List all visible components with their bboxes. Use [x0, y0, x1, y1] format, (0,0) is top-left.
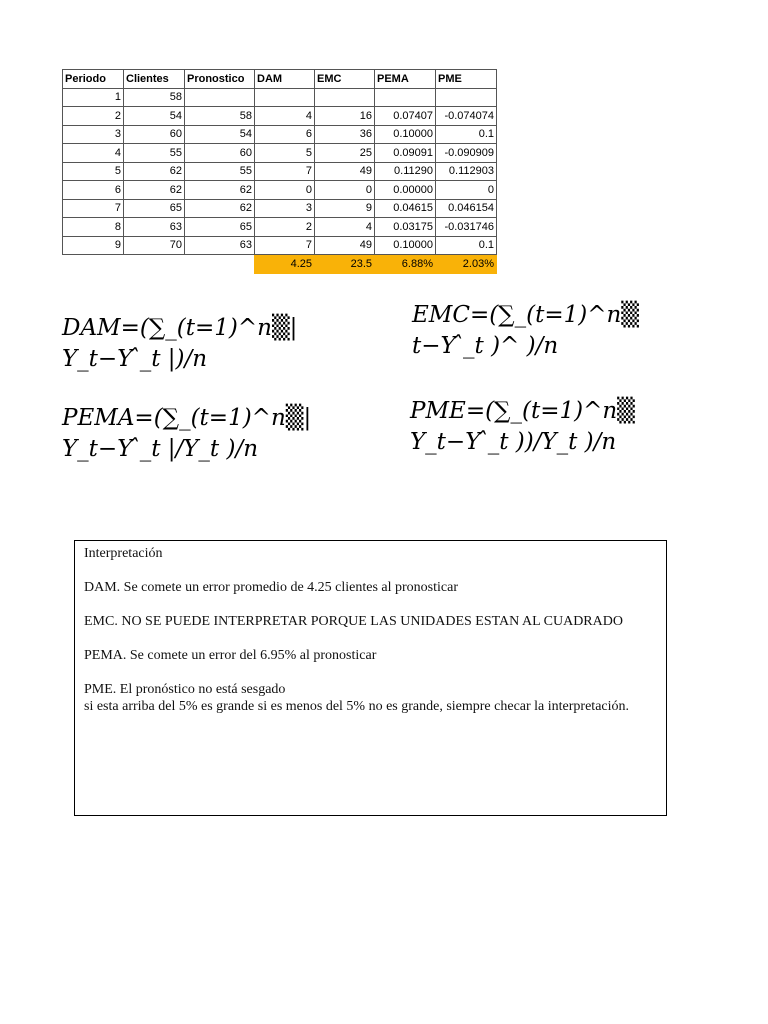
cell-pronostico[interactable]: 60	[185, 144, 255, 163]
cell-dam[interactable]: 6	[255, 125, 315, 144]
column-header-dam[interactable]: DAM	[255, 70, 315, 89]
cell-periodo[interactable]: 9	[63, 236, 124, 255]
table-row	[63, 88, 497, 107]
dam-formula-line-1: DAM=(∑_(t=1)^n▒|	[62, 315, 298, 341]
cell-dam[interactable]: 3	[255, 199, 315, 218]
cell-clientes[interactable]: 55	[124, 144, 185, 163]
cell-pema[interactable]: 0.04615	[375, 199, 436, 218]
cell-pronostico[interactable]: 58	[185, 107, 255, 126]
cell-clientes[interactable]: 70	[124, 236, 185, 255]
interpretation-pema: PEMA. Se comete un error del 6.95% al pronosticar	[84, 648, 377, 663]
cell-emc[interactable]: 16	[315, 107, 375, 126]
table-row	[63, 236, 497, 255]
column-header-emc[interactable]: EMC	[315, 70, 375, 89]
summary-empty-cell[interactable]	[63, 255, 124, 274]
interpretation-title: Interpretación	[84, 546, 163, 561]
table-row	[63, 125, 497, 144]
cell-clientes[interactable]: 62	[124, 162, 185, 181]
cell-pme[interactable]: 0.046154	[436, 199, 497, 218]
column-header-pme[interactable]: PME	[436, 70, 497, 89]
cell-pme[interactable]: -0.031746	[436, 218, 497, 237]
cell-pme[interactable]: 0.1	[436, 236, 497, 255]
cell-emc[interactable]: 9	[315, 199, 375, 218]
cell-pronostico[interactable]: 62	[185, 199, 255, 218]
cell-clientes[interactable]: 65	[124, 199, 185, 218]
cell-pronostico[interactable]: 62	[185, 181, 255, 200]
cell-pme[interactable]: 0.1	[436, 125, 497, 144]
cell-pema[interactable]: 0.10000	[375, 125, 436, 144]
cell-clientes[interactable]: 54	[124, 107, 185, 126]
dam-formula	[62, 313, 297, 375]
cell-periodo[interactable]: 3	[63, 125, 124, 144]
pme-formula-line-2: Y_t−Y ̂_t ))/Y_t )/n	[410, 429, 617, 455]
summary-row	[63, 255, 497, 274]
cell-dam[interactable]: 7	[255, 236, 315, 255]
pema-formula-line-1: PEMA=(∑_(t=1)^n▒|	[62, 405, 312, 431]
emc-formula-line-1: EMC=(∑_(t=1)^n▒	[412, 302, 639, 328]
column-header-pronostico[interactable]: Pronostico	[185, 70, 255, 89]
cell-pema[interactable]: 0.00000	[375, 181, 436, 200]
table-body	[63, 88, 497, 273]
summary-empty-cell[interactable]	[124, 255, 185, 274]
cell-periodo[interactable]: 4	[63, 144, 124, 163]
cell-pema[interactable]	[375, 88, 436, 107]
interpretation-text-box[interactable]	[74, 540, 667, 816]
table-row	[63, 107, 497, 126]
cell-pronostico[interactable]: 54	[185, 125, 255, 144]
interpretation-emc: EMC. NO SE PUEDE INTERPRETAR PORQUE LAS UNIDADES ESTAN AL CUADRADO	[84, 614, 623, 629]
cell-dam[interactable]	[255, 88, 315, 107]
cell-pronostico[interactable]: 55	[185, 162, 255, 181]
cell-pema[interactable]: 0.09091	[375, 144, 436, 163]
cell-dam[interactable]: 0	[255, 181, 315, 200]
cell-pronostico[interactable]	[185, 88, 255, 107]
cell-periodo[interactable]: 7	[63, 199, 124, 218]
cell-emc[interactable]: 49	[315, 236, 375, 255]
cell-periodo[interactable]: 2	[63, 107, 124, 126]
cell-pme[interactable]: -0.074074	[436, 107, 497, 126]
cell-clientes[interactable]: 58	[124, 88, 185, 107]
cell-emc[interactable]: 0	[315, 181, 375, 200]
table-row	[63, 162, 497, 181]
pema-formula	[62, 403, 311, 465]
summary-dam-cell[interactable]: 4.25	[255, 255, 315, 274]
table-row	[63, 199, 497, 218]
forecast-error-table	[62, 69, 497, 274]
interpretation-note: si esta arriba del 5% es grande si es menos del 5% no es grande, siempre checar la interpretación.	[84, 699, 630, 714]
cell-emc[interactable]	[315, 88, 375, 107]
cell-clientes[interactable]: 60	[124, 125, 185, 144]
cell-dam[interactable]: 4	[255, 107, 315, 126]
cell-dam[interactable]: 2	[255, 218, 315, 237]
cell-pme[interactable]: 0.112903	[436, 162, 497, 181]
cell-clientes[interactable]: 62	[124, 181, 185, 200]
column-header-clientes[interactable]: Clientes	[124, 70, 185, 89]
table-row	[63, 144, 497, 163]
cell-pme[interactable]: 0	[436, 181, 497, 200]
summary-empty-cell[interactable]	[185, 255, 255, 274]
column-header-periodo[interactable]: Periodo	[63, 70, 124, 89]
cell-pema[interactable]: 0.03175	[375, 218, 436, 237]
cell-pema[interactable]: 0.07407	[375, 107, 436, 126]
pema-formula-line-2: Y_t−Y ̂_t |/Y_t )/n	[62, 436, 259, 462]
cell-dam[interactable]: 7	[255, 162, 315, 181]
pme-formula-line-1: PME=(∑_(t=1)^n▒	[410, 398, 635, 424]
table-row	[63, 181, 497, 200]
cell-dam[interactable]: 5	[255, 144, 315, 163]
dam-formula-line-2: Y_t−Y ̂_t |)/n	[62, 346, 208, 372]
column-header-pema[interactable]: PEMA	[375, 70, 436, 89]
cell-emc[interactable]: 36	[315, 125, 375, 144]
pme-formula	[410, 396, 635, 458]
table-header-row	[63, 70, 497, 89]
cell-pema[interactable]: 0.10000	[375, 236, 436, 255]
cell-clientes[interactable]: 63	[124, 218, 185, 237]
summary-emc-cell[interactable]: 23.5	[315, 255, 375, 274]
cell-pronostico[interactable]: 63	[185, 236, 255, 255]
cell-periodo[interactable]: 8	[63, 218, 124, 237]
cell-pme[interactable]	[436, 88, 497, 107]
interpretation-pme	[84, 681, 657, 715]
interpretation-pme-text: PME. El pronóstico no está sesgado	[84, 682, 286, 697]
cell-emc[interactable]: 25	[315, 144, 375, 163]
summary-pema-cell[interactable]: 6.88%	[375, 255, 436, 274]
cell-periodo[interactable]: 1	[63, 88, 124, 107]
cell-pema[interactable]: 0.11290	[375, 162, 436, 181]
cell-emc[interactable]: 49	[315, 162, 375, 181]
cell-periodo[interactable]: 6	[63, 181, 124, 200]
interpretation-dam: DAM. Se comete un error promedio de 4.25 clientes al pronosticar	[84, 580, 459, 595]
cell-periodo[interactable]: 5	[63, 162, 124, 181]
cell-pronostico[interactable]: 65	[185, 218, 255, 237]
table-row	[63, 218, 497, 237]
cell-emc[interactable]: 4	[315, 218, 375, 237]
emc-formula-line-2: t−Y ̂_t )^ )/n	[412, 333, 559, 359]
cell-pme[interactable]: -0.090909	[436, 144, 497, 163]
emc-formula	[412, 300, 639, 362]
summary-pme-cell[interactable]: 2.03%	[436, 255, 497, 274]
